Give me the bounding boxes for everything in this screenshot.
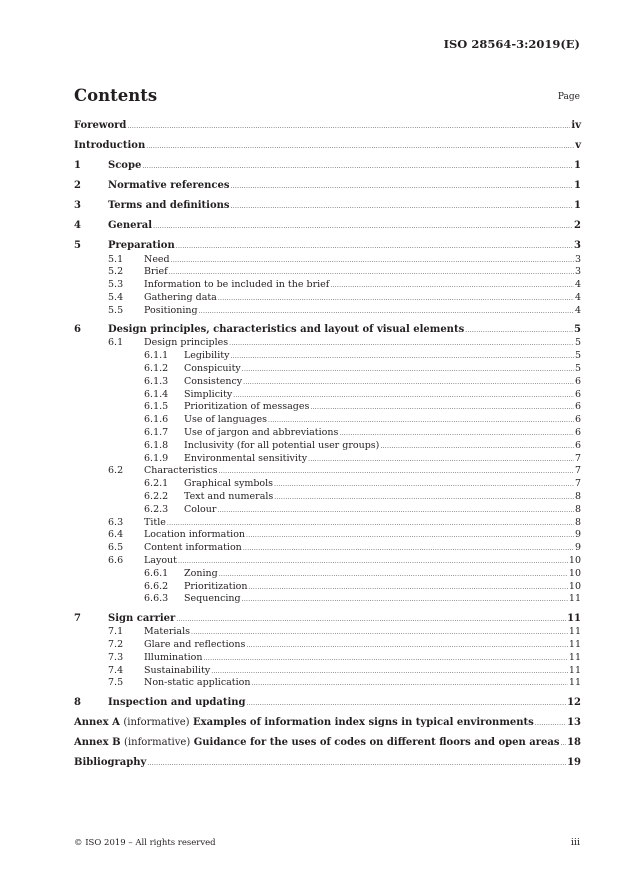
- annex-title: Guidance for the uses of codes on different floors and open areas: [193, 736, 560, 748]
- toc-leader-dots: [243, 543, 574, 555]
- toc-entry-title: Environmental sensitivity: [184, 452, 308, 464]
- toc-entry-number: 5.4: [108, 291, 124, 303]
- toc-leader-dots: [142, 161, 573, 174]
- toc-leader-dots: [268, 415, 574, 427]
- toc-entry-number: 6.4: [108, 529, 124, 541]
- toc-entry[interactable]: [74, 240, 581, 254]
- toc-entry-number: 7.2: [108, 639, 124, 651]
- toc-entry-number: 4: [74, 220, 81, 231]
- toc-entry[interactable]: [74, 389, 581, 402]
- toc-leader-dots: [330, 280, 574, 292]
- toc-entry-page: 6: [574, 414, 581, 426]
- toc-entry-number: 6.1: [108, 337, 124, 349]
- toc-entry[interactable]: [74, 677, 581, 690]
- toc-entry[interactable]: [74, 717, 581, 731]
- toc-entry-page: 5: [574, 323, 581, 335]
- toc-entry-number: 7.4: [108, 664, 124, 676]
- toc-entry-title: Glare and reflections: [144, 639, 246, 651]
- toc-entry-title: Location information: [144, 529, 246, 541]
- toc-entry-title: Illumination: [144, 651, 203, 663]
- toc-entry-number: 6.1.7: [144, 427, 169, 439]
- toc-entry-page: 13: [567, 716, 581, 728]
- toc-entry[interactable]: [74, 491, 581, 504]
- toc-entry-title: Simplicity: [184, 388, 233, 400]
- toc-leader-dots: [535, 718, 566, 731]
- toc-leader-dots: [127, 121, 570, 134]
- toc-entry-number: 6.1.6: [144, 414, 169, 426]
- toc-entry[interactable]: [74, 593, 581, 606]
- toc-entry-title: Legibility: [184, 350, 230, 362]
- toc-entry-number: 5.3: [108, 279, 124, 291]
- toc-entry-number: 2: [74, 180, 81, 191]
- toc-entry-title: Design principles: [144, 337, 229, 349]
- toc-entry-title: Conspicuity: [184, 363, 241, 375]
- toc-entry-title: Preparation: [108, 240, 175, 251]
- toc-entry-title: Positioning: [144, 304, 198, 316]
- annex-label: Annex B: [74, 736, 121, 748]
- toc-entry[interactable]: [74, 626, 581, 639]
- toc-entry-title: Bibliography: [74, 756, 147, 768]
- toc-leader-dots: [246, 640, 568, 652]
- toc-leader-dots: [231, 181, 574, 194]
- copyright-notice: © ISO 2019 – All rights reserved: [74, 838, 216, 848]
- toc-entry-title: Prioritization of messages: [184, 401, 310, 413]
- toc-entry-title: Need: [144, 253, 170, 265]
- toc-entry-number: 6.2.2: [144, 491, 169, 503]
- toc-leader-dots: [233, 390, 574, 402]
- toc-entry[interactable]: [74, 652, 581, 665]
- annex-informative-label: (informative): [123, 716, 190, 728]
- toc-entry-page: 9: [574, 529, 581, 541]
- toc-entry-page: 11: [567, 612, 581, 624]
- toc-leader-dots: [242, 364, 574, 376]
- toc-entry[interactable]: [74, 465, 581, 478]
- toc-entry-title: Text and numerals: [184, 491, 274, 503]
- toc-entry-page: 6: [574, 388, 581, 400]
- toc-leader-dots: [380, 441, 574, 453]
- toc-entry-page: 5: [574, 337, 581, 349]
- toc-entry-number: 6.6.1: [144, 567, 169, 579]
- toc-entry[interactable]: [74, 266, 581, 279]
- toc-entry-page: 8: [574, 491, 581, 503]
- toc-entry[interactable]: [74, 427, 581, 440]
- toc-leader-dots: [249, 582, 568, 594]
- toc-entry-title: General: [108, 220, 153, 231]
- toc-entry-number: 6.1.1: [144, 350, 169, 362]
- toc-entry-number: 7: [74, 612, 81, 624]
- toc-leader-dots: [339, 428, 574, 440]
- toc-entry-title: Graphical symbols: [184, 478, 274, 490]
- toc-leader-dots: [211, 666, 568, 678]
- toc-entry-page: 4: [574, 279, 581, 291]
- toc-entry-title: Inclusivity (for all potential user groups): [184, 439, 380, 451]
- toc-entry-page: 11: [568, 664, 581, 676]
- toc-entry-title: Materials: [144, 626, 190, 638]
- toc-entry-title: [74, 717, 534, 730]
- toc-entry-title: Scope: [108, 160, 142, 171]
- toc-entry[interactable]: [74, 160, 581, 174]
- toc-entry[interactable]: [74, 440, 581, 453]
- toc-entry-page: 3: [574, 253, 581, 265]
- toc-entry-title: Information to be included in the brief: [144, 279, 330, 291]
- toc-entry-page: 7: [574, 478, 581, 490]
- toc-leader-dots: [171, 255, 574, 267]
- toc-entry[interactable]: [74, 200, 581, 214]
- toc-entry-title: Use of jargon and abbreviations: [184, 427, 339, 439]
- toc-entry-number: 5: [74, 240, 81, 251]
- toc-entry[interactable]: [74, 279, 581, 292]
- toc-leader-dots: [246, 530, 574, 542]
- toc-entry-title: [74, 737, 560, 750]
- toc-entry-title: Foreword: [74, 120, 127, 131]
- toc-entry[interactable]: [74, 376, 581, 389]
- toc-entry-page: 19: [567, 756, 581, 768]
- toc-entry[interactable]: [74, 613, 581, 627]
- toc-entry-page: v: [575, 140, 581, 151]
- toc-entry-page: 1: [574, 160, 581, 171]
- toc-entry-page: 3: [574, 266, 581, 278]
- toc-entry-number: 7.5: [108, 677, 124, 689]
- toc-entry-page: 1: [574, 180, 581, 191]
- toc-leader-dots: [231, 201, 574, 214]
- toc-leader-dots: [219, 569, 568, 581]
- toc-entry-page: 6: [574, 439, 581, 451]
- toc-entry-page: 11: [568, 677, 581, 689]
- toc-entry-number: 6.6.3: [144, 593, 169, 605]
- toc-entry-number: 6.1.5: [144, 401, 169, 413]
- toc-entry-page: 4: [574, 304, 581, 316]
- toc-entry[interactable]: [74, 292, 581, 305]
- annex-title: Examples of information index signs in typical environments: [193, 716, 534, 728]
- toc-entry-page: 5: [574, 363, 581, 375]
- toc-leader-dots: [465, 325, 573, 338]
- toc-entry-page: 9: [574, 542, 581, 554]
- toc-entry-title: Layout: [144, 555, 177, 567]
- toc-entry[interactable]: [74, 140, 581, 154]
- toc-entry-page: 8: [574, 516, 581, 528]
- toc-entry[interactable]: [74, 220, 581, 234]
- toc-entry[interactable]: [74, 478, 581, 491]
- toc-entry-page: 7: [574, 452, 581, 464]
- toc-entry-number: 5.5: [108, 304, 124, 316]
- toc-entry-page: 6: [574, 375, 581, 387]
- toc-entry-number: 6: [74, 323, 81, 335]
- toc-leader-dots: [147, 758, 566, 771]
- toc-entry-number: 6.2.3: [144, 503, 169, 515]
- toc-entry-page: iv: [571, 120, 581, 131]
- toc-entry-page: 6: [574, 401, 581, 413]
- toc-entry-number: 7.1: [108, 626, 124, 638]
- toc-entry-title: Content information: [144, 542, 242, 554]
- toc-entry[interactable]: [74, 504, 581, 517]
- toc-entry[interactable]: [74, 305, 581, 318]
- toc-leader-dots: [217, 505, 574, 517]
- toc-entry-title: Colour: [184, 503, 217, 515]
- toc-entry-title: Title: [144, 516, 166, 528]
- toc-entry[interactable]: [74, 363, 581, 376]
- toc-leader-dots: [252, 678, 568, 690]
- document-id: ISO 28564-3:2019(E): [443, 37, 580, 51]
- toc-entry-page: 10: [568, 555, 581, 567]
- toc-entry-number: 5.2: [108, 266, 124, 278]
- toc-entry-number: 6.6.2: [144, 580, 169, 592]
- contents-heading: Contents: [74, 86, 158, 105]
- toc-entry-number: 3: [74, 200, 81, 211]
- toc-leader-dots: [203, 653, 567, 665]
- toc-entry-page: 2: [574, 220, 581, 231]
- toc-entry-page: 3: [574, 240, 581, 251]
- toc-entry[interactable]: [74, 665, 581, 678]
- toc-entry-number: 6.2: [108, 465, 124, 477]
- toc-entry-title: Consistency: [184, 375, 243, 387]
- page-number: iii: [570, 837, 580, 848]
- toc-entry-number: 6.2.1: [144, 478, 169, 490]
- toc-entry[interactable]: [74, 581, 581, 594]
- toc-leader-dots: [310, 402, 574, 414]
- toc-entry[interactable]: [74, 639, 581, 652]
- toc-entry-page: 6: [574, 427, 581, 439]
- toc-entry-number: 5.1: [108, 253, 124, 265]
- toc-leader-dots: [229, 338, 574, 350]
- toc-leader-dots: [146, 141, 574, 154]
- toc-entry[interactable]: [74, 414, 581, 427]
- table-of-contents: [74, 120, 581, 770]
- toc-leader-dots: [178, 556, 568, 568]
- toc-entry-title: Terms and definitions: [108, 200, 230, 211]
- toc-entry-number: 6.1.8: [144, 439, 169, 451]
- toc-leader-dots: [308, 454, 574, 466]
- toc-entry-number: 1: [74, 160, 81, 171]
- annex-label: Annex A: [74, 716, 120, 728]
- toc-entry-number: 6.1.2: [144, 363, 169, 375]
- toc-leader-dots: [243, 377, 574, 389]
- toc-entry-title: Inspection and updating: [108, 696, 246, 708]
- toc-entry[interactable]: [74, 324, 581, 338]
- toc-entry[interactable]: [74, 350, 581, 363]
- toc-entry-page: 7: [574, 465, 581, 477]
- toc-entry-title: Non-static application: [144, 677, 251, 689]
- toc-entry-number: 6.5: [108, 542, 124, 554]
- toc-entry[interactable]: [74, 529, 581, 542]
- toc-entry-page: 10: [568, 580, 581, 592]
- toc-entry[interactable]: [74, 568, 581, 581]
- toc-entry-title: Normative references: [108, 180, 230, 191]
- toc-entry[interactable]: [74, 401, 581, 414]
- toc-entry-title: Sequencing: [184, 593, 241, 605]
- toc-leader-dots: [274, 479, 574, 491]
- toc-entry-page: 11: [568, 593, 581, 605]
- toc-leader-dots: [191, 627, 568, 639]
- toc-leader-dots: [247, 698, 567, 711]
- toc-leader-dots: [169, 267, 574, 279]
- toc-entry-title: Prioritization: [184, 580, 248, 592]
- toc-entry-page: 11: [568, 639, 581, 651]
- toc-entry-page: 4: [574, 291, 581, 303]
- toc-leader-dots: [230, 351, 574, 363]
- annex-informative-label: (informative): [124, 736, 191, 748]
- toc-entry-number: 6.6: [108, 555, 124, 567]
- toc-entry-page: 12: [567, 696, 581, 708]
- toc-entry-number: 6.1.3: [144, 375, 169, 387]
- toc-entry-title: Sign carrier: [108, 612, 176, 624]
- toc-entry-title: Characteristics: [144, 465, 218, 477]
- toc-entry[interactable]: [74, 120, 581, 134]
- toc-entry-number: 6.1.4: [144, 388, 169, 400]
- toc-entry-page: 18: [567, 736, 581, 748]
- toc-leader-dots: [218, 293, 574, 305]
- toc-entry-page: 11: [568, 626, 581, 638]
- toc-entry[interactable]: [74, 254, 581, 267]
- toc-entry-page: 8: [574, 503, 581, 515]
- toc-entry[interactable]: [74, 337, 581, 350]
- toc-entry-page: 5: [574, 350, 581, 362]
- toc-entry[interactable]: [74, 542, 581, 555]
- toc-leader-dots: [274, 492, 574, 504]
- toc-entry-title: Sustainability: [144, 664, 211, 676]
- toc-entry-title: Gathering data: [144, 291, 217, 303]
- toc-entry-page: 1: [574, 200, 581, 211]
- toc-entry-number: 6.3: [108, 516, 124, 528]
- toc-entry-number: 7.3: [108, 651, 124, 663]
- toc-entry-title: Brief: [144, 266, 168, 278]
- toc-entry-title: Introduction: [74, 140, 146, 151]
- toc-entry-title: Use of languages: [184, 414, 268, 426]
- toc-leader-dots: [561, 738, 567, 751]
- toc-leader-dots: [242, 594, 568, 606]
- toc-entry[interactable]: [74, 737, 581, 751]
- toc-entry[interactable]: [74, 555, 581, 568]
- toc-entry-number: 8: [74, 696, 81, 708]
- toc-leader-dots: [199, 306, 574, 318]
- page-column-label: Page: [557, 92, 580, 102]
- toc-leader-dots: [176, 241, 573, 254]
- toc-entry-page: 11: [568, 651, 581, 663]
- toc-leader-dots: [219, 466, 574, 478]
- toc-entry[interactable]: [74, 697, 581, 711]
- toc-entry[interactable]: [74, 757, 581, 771]
- toc-entry[interactable]: [74, 517, 581, 530]
- toc-leader-dots: [167, 518, 574, 530]
- toc-entry-page: 10: [568, 567, 581, 579]
- toc-entry-title: Design principles, characteristics and layout of visual elements: [108, 323, 465, 335]
- toc-leader-dots: [176, 614, 566, 627]
- toc-entry-number: 6.1.9: [144, 452, 169, 464]
- toc-entry[interactable]: [74, 453, 581, 466]
- toc-entry-title: Zoning: [184, 567, 218, 579]
- toc-leader-dots: [153, 221, 573, 234]
- toc-entry[interactable]: [74, 180, 581, 194]
